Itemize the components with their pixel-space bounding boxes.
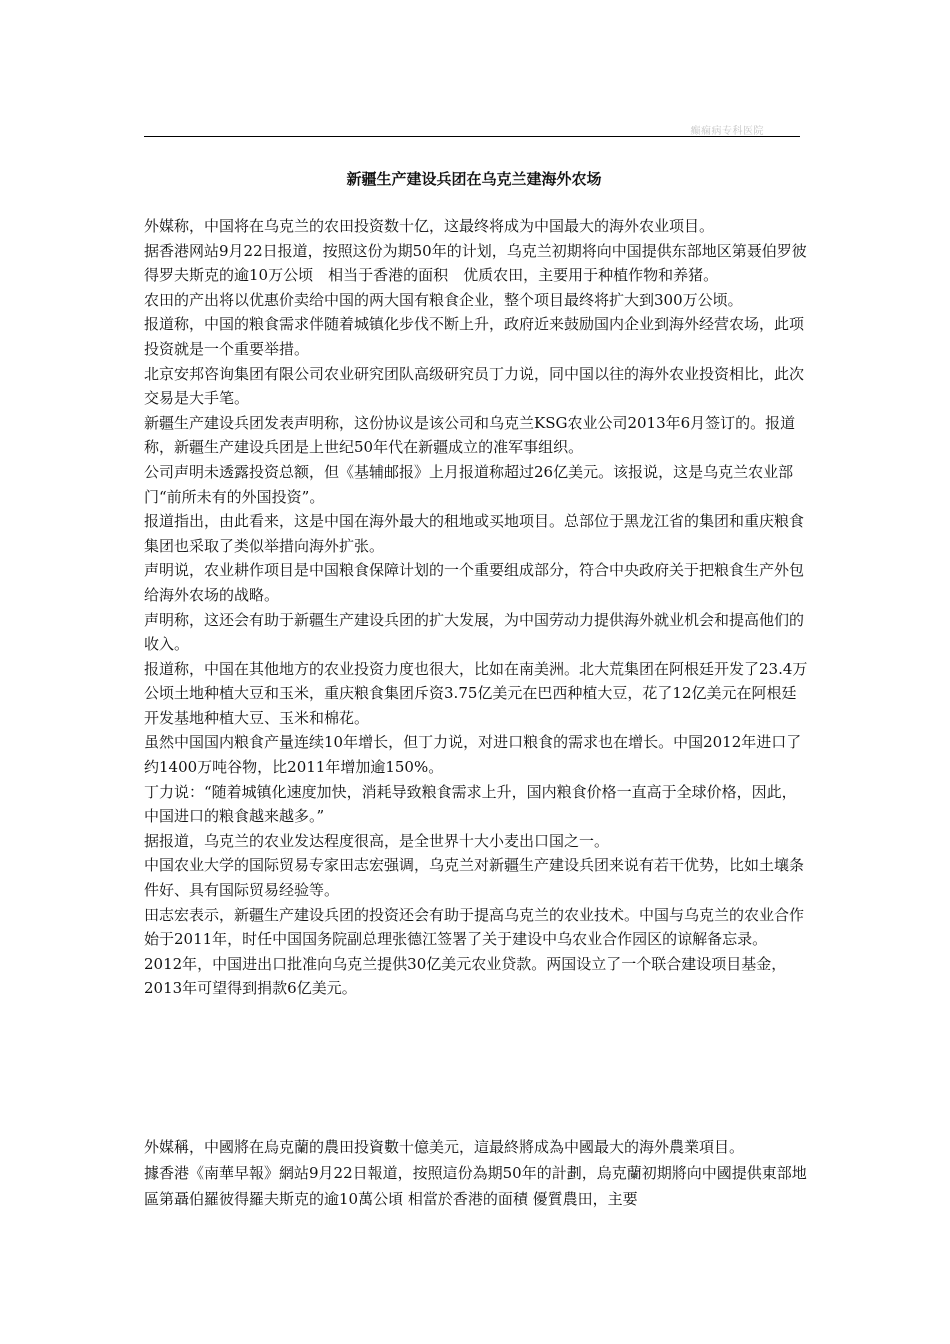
paragraph: 中国农业大学的国际贸易专家田志宏强调，乌克兰对新疆生产建设兵团来说有若干优势，比如土壤条件好、具有国际贸易经验等。	[144, 856, 805, 900]
paragraph: 报道称，中国的粮食需求伴随着城镇化步伐不断上升，政府近来鼓励国内企业到海外经营农场，此项投资就是一个重要举措。	[144, 315, 805, 358]
paragraph: 虽然中国国内粮食产量连续10年增长，但丁力说，对进口粮食的需求也在增长。中国2012年进口了约1400万吨谷物，比2011年增加逾150%。	[144, 733, 802, 777]
traditional-chinese-body	[144, 1134, 810, 1212]
paragraph: 据报道，乌克兰的农业发达程度很高，是全世界十大小麦出口国之一。	[144, 831, 610, 850]
paragraph: 公司声明未透露投资总额，但《基辅邮报》上月报道称超过26亿美元。该报说，这是乌克兰农业部门“前所未有的外国投资”。	[144, 462, 794, 506]
paragraph: 北京安邦咨询集团有限公司农业研究团队高级研究员丁力说，同中国以往的海外农业投资相比，此次交易是大手笔。	[144, 364, 805, 408]
paragraph: 田志宏表示，新疆生产建设兵团的投资还会有助于提高乌克兰的农业技术。中国与乌克兰的农业合作始于2011年，时任中国国务院副总理张德江签署了关于建设中乌农业合作园区的谅解备忘录。	[144, 905, 805, 949]
paragraph: 2012年，中国进出口批准向乌克兰提供30亿美元农业贷款。两国设立了一个联合建设项目基金，2013年可望得到捐款6亿美元。	[144, 954, 787, 998]
paragraph: 报道指出，由此看来，这是中国在海外最大的租地或买地项目。总部位于黑龙江省的集团和重庆粮食集团也采取了类似举措向海外扩张。	[144, 512, 805, 555]
paragraph: 报道称，中国在其他地方的农业投资力度也很大，比如在南美洲。北大荒集团在阿根廷开发了23.4万公顷土地种植大豆和玉米，重庆粮食集团斥资3.75亿美元在巴西种植大豆，花了12亿美元在阿根廷开发基地种植大豆、玉米和棉花。	[144, 659, 808, 727]
paragraph: 据香港网站9月22日报道，按照这份为期50年的计划，乌克兰初期将向中国提供东部地区第聂伯罗彼得罗夫斯克的逾10万公顷 相当于香港的面积 优质农田，主要用于种植作物和养猪。	[144, 241, 807, 285]
document-body	[144, 214, 810, 1001]
paragraph: 新疆生产建设兵团发表声明称，这份协议是该公司和乌克兰KSG农业公司2013年6月签订的。报道称，新疆生产建设兵团是上世纪50年代在新疆成立的准军事组织。	[144, 413, 796, 457]
paragraph: 據香港《南華早報》網站9月22日報道，按照這份為期50年的計劃，烏克蘭初期將向中國提供東部地區第聶伯羅彼得羅夫斯克的逾10萬公頃 相當於香港的面積 優質農田，主要	[144, 1164, 807, 1208]
header-watermark: 癫痫病专科医院	[690, 126, 764, 137]
paragraph: 外媒称，中国将在乌克兰的农田投资数十亿，这最终将成为中国最大的海外农业项目。	[144, 217, 715, 235]
paragraph: 外媒稱，中國將在烏克蘭的農田投資數十億美元，這最終將成為中國最大的海外農業項目。	[144, 1138, 745, 1156]
paragraph: 声明说，农业耕作项目是中国粮食保障计划的一个重要组成部分，符合中央政府关于把粮食生产外包给海外农场的战略。	[144, 561, 805, 604]
paragraph: 声明称，这还会有助于新疆生产建设兵团的扩大发展，为中国劳动力提供海外就业机会和提高他们的收入。	[144, 610, 805, 654]
paragraph: 丁力说：“随着城镇化速度加快，消耗导致粮食需求上升，国内粮食价格一直高于全球价格，因此，中国进口的粮食越来越多。”	[144, 782, 797, 826]
document-title: 新疆生产建设兵团在乌克兰建海外农场	[346, 170, 602, 188]
paragraph: 农田的产出将以优惠价卖给中国的两大国有粮食企业，整个项目最终将扩大到300万公顷。	[144, 290, 743, 309]
